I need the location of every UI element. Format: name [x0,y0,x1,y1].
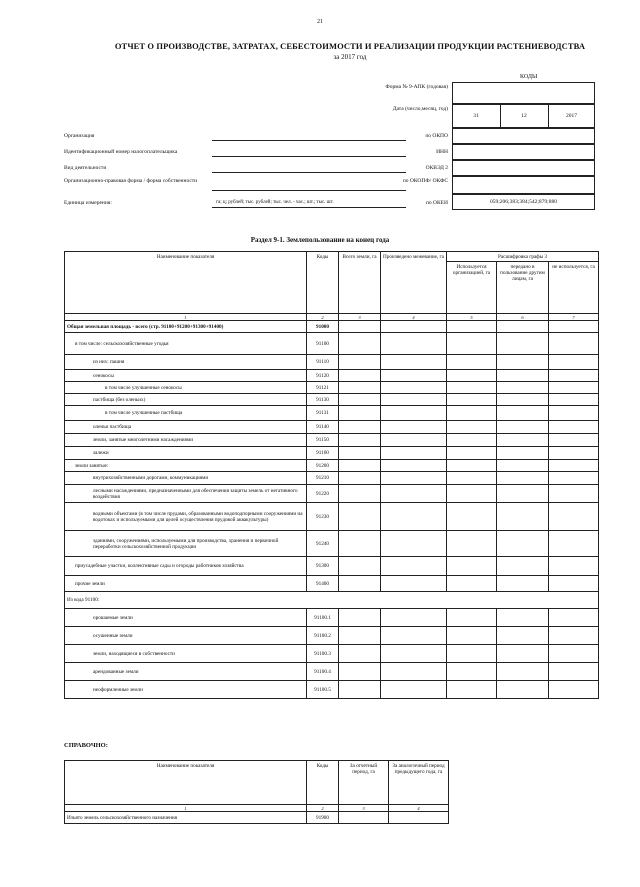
header-used: Используется организацией, га [447,262,497,314]
row-name: земли занятые: [65,460,307,472]
okved-label: ОКВЭД 2 [425,165,448,171]
column-numbers-row [65,314,599,321]
table-row [65,370,599,382]
row-name: лесными насаждениями, предназначенными для обеспечения защиты земель от негативного воздействия [65,485,307,503]
value-cell[interactable] [381,382,447,394]
value-cell[interactable] [497,434,549,447]
table-row [65,812,449,824]
org-label: Организация [64,133,95,139]
value-cell[interactable] [549,370,599,382]
row-code: 91120 [307,370,339,382]
column-number: 2 [307,805,339,812]
value-cell[interactable] [447,321,497,333]
value-cell[interactable] [447,472,497,485]
date-year: 2017 [566,113,577,119]
row-name: зданиями, сооружениями, используемыми для производства, хранения и первичной переработки сельскохозяйственной продукции [65,531,307,557]
value-cell[interactable] [549,406,599,421]
value-cell[interactable] [549,333,599,355]
value-cell[interactable] [381,394,447,406]
value-cell[interactable] [447,382,497,394]
row-code: 91150 [307,434,339,447]
table-row [65,627,599,645]
table-row [65,394,599,406]
value-cell[interactable] [447,503,497,531]
row-code: 91230 [307,503,339,531]
table-row [65,485,599,503]
form-label: Форма № 9-АПК (годовая) [385,84,448,90]
value-cell[interactable] [389,812,449,824]
value-cell[interactable] [447,576,497,592]
row-name: орошаемые земли [65,609,307,627]
value-cell[interactable] [447,434,497,447]
column-number: 3 [339,314,381,321]
date-label: Дата (число,месяц, год) [392,106,448,112]
value-cell[interactable] [339,333,381,355]
value-cell[interactable] [381,421,447,434]
value-cell[interactable] [549,382,599,394]
row-code: 91400 [307,576,339,592]
value-cell[interactable] [447,557,497,576]
value-cell[interactable] [497,394,549,406]
header-name: Наименование показателя [65,252,307,314]
activity-label: Вид деятельности [64,165,107,171]
value-cell[interactable] [339,472,381,485]
units-value: га; ц; рублей; тыс. рублей; тыс. чел. - час.; шт.; тыс. шт. [216,200,334,205]
row-code: 91100.3 [307,645,339,663]
row-name: Общая земельная площадь - всего (стр. 91100+91200+91300+91400) [65,321,307,333]
table-row [65,681,599,699]
table-row [65,421,599,434]
date-day: 31 [473,113,479,119]
header-total: Всего земли, га [339,252,381,314]
value-cell[interactable] [497,370,549,382]
row-code: 91900 [307,812,339,824]
column-number: 6 [497,314,549,321]
value-cell[interactable] [447,663,497,681]
value-cell[interactable] [339,434,381,447]
value-cell[interactable] [447,645,497,663]
row-name: оленьи пастбища [65,421,307,434]
value-cell[interactable] [381,531,447,557]
value-cell[interactable] [549,460,599,472]
row-name: в том числе улучшенные сенокосы [65,382,307,394]
column-number: 4 [389,805,449,812]
value-cell[interactable] [497,447,549,460]
value-cell[interactable] [339,681,381,699]
value-cell[interactable] [381,681,447,699]
header-code: Коды [307,252,339,314]
row-code: 91100.5 [307,681,339,699]
value-cell[interactable] [381,663,447,681]
value-cell[interactable] [549,503,599,531]
value-cell[interactable] [339,321,381,333]
row-name: внутрихозяйственными дорогами, коммуникациями [65,472,307,485]
value-cell[interactable] [497,681,549,699]
ref-header-previous: За аналогичный период предыдущего года, га [389,761,449,805]
row-code: 91131 [307,406,339,421]
column-number: 7 [549,314,599,321]
row-code: 91140 [307,421,339,434]
header-breakdown: Расшифровка графы 3 [447,252,599,262]
table-row [65,382,599,394]
value-cell[interactable] [549,627,599,645]
value-cell[interactable] [381,557,447,576]
value-cell[interactable] [497,460,549,472]
row-code: 91220 [307,485,339,503]
value-cell[interactable] [549,355,599,370]
codes-header: КОДЫ [520,74,538,80]
report-title: ОТЧЕТ О ПРОИЗВОДСТВЕ, ЗАТРАТАХ, СЕБЕСТОИМОСТИ И РЕАЛИЗАЦИИ ПРОДУКЦИИ РАСТЕНИЕВОДСТВА [114,41,586,51]
value-cell[interactable] [339,609,381,627]
column-number: 4 [381,314,447,321]
value-cell[interactable] [339,812,389,824]
value-cell[interactable] [549,645,599,663]
table-row [65,609,599,627]
value-cell[interactable] [549,394,599,406]
table-row [65,460,599,472]
okpo-box [452,128,595,144]
ref-header-name: Наименование показателя [65,761,307,805]
okpo-label: по ОКПО [425,133,448,139]
value-cell[interactable] [447,531,497,557]
reference-table [64,760,449,824]
section-title: Раздел 9-1. Землепользование на конец года [250,236,390,244]
column-number: 1 [65,314,307,321]
value-cell[interactable] [447,609,497,627]
value-cell[interactable] [497,503,549,531]
value-cell[interactable] [497,355,549,370]
value-cell[interactable] [447,681,497,699]
value-cell[interactable] [549,485,599,503]
value-cell[interactable] [497,609,549,627]
value-cell[interactable] [381,627,447,645]
header-unused: не используется, га [549,262,599,314]
row-name: приусадебные участки, коллективные сады и огороды работников хозяйства [65,557,307,576]
value-cell[interactable] [497,382,549,394]
header-transferred: передано в пользование другим лицам, га [497,262,549,314]
column-number: 5 [447,314,497,321]
value-cell[interactable] [549,663,599,681]
value-cell[interactable] [549,447,599,460]
okei-value: 059;206;383;384;542;879;880 [490,199,557,205]
value-cell[interactable] [549,609,599,627]
value-cell[interactable] [339,394,381,406]
legal-form-label: Организационно-правовая форма / форма собственности [64,178,198,184]
okei-label: по ОКЕИ [425,200,448,206]
value-cell[interactable] [447,333,497,355]
row-name: Изъято земель сельскохозяйственного назначения [65,812,307,824]
value-cell[interactable] [339,370,381,382]
value-cell[interactable] [447,627,497,645]
table-row [65,557,599,576]
value-cell[interactable] [339,531,381,557]
row-code: 91200 [307,460,339,472]
okopf-box [452,176,595,194]
reference-table-body [65,812,449,824]
value-cell[interactable] [381,355,447,370]
row-code: 91210 [307,472,339,485]
row-name: осушенные земли [65,627,307,645]
row-code: 91160 [307,447,339,460]
value-cell[interactable] [549,576,599,592]
value-cell[interactable] [447,370,497,382]
row-name: земли, находящиеся в собственности [65,645,307,663]
value-cell[interactable] [339,447,381,460]
row-code: 91100.2 [307,627,339,645]
row-name: сенокосы [65,370,307,382]
table-row [65,531,599,557]
row-code: 91240 [307,531,339,557]
value-cell[interactable] [549,472,599,485]
value-cell[interactable] [549,531,599,557]
land-use-table-body [65,321,599,699]
row-code: 91100.4 [307,663,339,681]
column-number: 1 [65,805,307,812]
value-cell[interactable] [381,609,447,627]
value-cell[interactable] [497,663,549,681]
row-name: залежи [65,447,307,460]
reference-title: СПРАВОЧНО: [64,742,108,749]
table-row [65,576,599,592]
row-name: земли, занятые многолетними насаждениями [65,434,307,447]
column-number: 3 [339,805,389,812]
value-cell[interactable] [549,421,599,434]
row-name: в том числе улучшенные пастбища [65,406,307,421]
value-cell[interactable] [381,472,447,485]
units-label: Единица измерения: [64,200,112,206]
value-cell[interactable] [339,485,381,503]
value-cell[interactable] [497,421,549,434]
value-cell[interactable] [497,531,549,557]
value-cell[interactable] [381,447,447,460]
value-cell[interactable] [339,421,381,434]
land-use-table [64,251,599,699]
value-cell[interactable] [381,406,447,421]
value-cell[interactable] [447,485,497,503]
inn-label: ИНН [436,149,448,155]
value-cell[interactable] [497,557,549,576]
table-row [65,321,599,333]
value-cell[interactable] [339,663,381,681]
value-cell[interactable] [447,355,497,370]
value-cell[interactable] [497,406,549,421]
table-row [65,447,599,460]
value-cell[interactable] [381,460,447,472]
row-code: 91100 [307,333,339,355]
value-cell[interactable] [447,394,497,406]
value-cell[interactable] [339,503,381,531]
value-cell[interactable] [497,321,549,333]
row-code: 91121 [307,382,339,394]
table-row [65,406,599,421]
value-cell[interactable] [549,557,599,576]
row-name: арендованные земли [65,663,307,681]
row-code: 91000 [307,321,339,333]
value-cell[interactable] [339,460,381,472]
table-row [65,663,599,681]
value-cell[interactable] [381,645,447,663]
okved-box [452,160,595,176]
table-row [65,434,599,447]
inn-box [452,144,595,160]
value-cell[interactable] [339,576,381,592]
inn-field-label: Идентификационный номер налогоплательщика [64,149,178,155]
value-cell[interactable] [381,321,447,333]
value-cell[interactable] [381,576,447,592]
value-cell[interactable] [381,503,447,531]
value-cell[interactable] [549,434,599,447]
row-code: 91110 [307,355,339,370]
ref-column-numbers-row [65,805,449,812]
value-cell[interactable] [381,333,447,355]
table-row [65,472,599,485]
value-cell[interactable] [339,355,381,370]
page-number: 21 [317,19,323,25]
table-row [65,355,599,370]
value-cell[interactable] [339,557,381,576]
row-name: пастбища (без оленьих) [65,394,307,406]
value-cell[interactable] [497,333,549,355]
row-name: из них: пашня [65,355,307,370]
value-cell[interactable] [447,406,497,421]
value-cell[interactable] [339,382,381,394]
row-name: неоформленные земли [65,681,307,699]
value-cell[interactable] [447,447,497,460]
row-name: в том числе: сельскохозяйственные угодья [65,333,307,355]
value-cell[interactable] [497,485,549,503]
header-produced: Произведено межевание, га [381,252,447,314]
row-name: водными объектами (в том числе прудами, образованными водоподпорными сооружениями на водотоках и используемыми для целей осуществления прудовой аквакультуры) [65,503,307,531]
codes-box [452,82,595,104]
value-cell[interactable] [381,434,447,447]
value-cell[interactable] [381,370,447,382]
value-cell[interactable] [339,406,381,421]
row-name: прочие земли [65,576,307,592]
value-cell[interactable] [339,645,381,663]
table-row [65,592,599,609]
date-month: 12 [521,113,527,119]
okopf-label: по ОКОПФ/ ОКФС [402,178,448,184]
value-cell[interactable] [497,627,549,645]
value-cell[interactable] [447,460,497,472]
row-code: 91300 [307,557,339,576]
value-cell[interactable] [497,472,549,485]
table-row [65,333,599,355]
column-number: 2 [307,314,339,321]
row-code: 91100.1 [307,609,339,627]
row-name: Из кода 91100: [65,592,599,609]
value-cell[interactable] [549,681,599,699]
value-cell[interactable] [381,485,447,503]
ref-header-code: Коды [307,761,339,805]
value-cell[interactable] [549,321,599,333]
table-row [65,645,599,663]
ref-header-current: За отчетный период, га [339,761,389,805]
report-subtitle: за 2017 год [333,53,367,61]
row-code: 91130 [307,394,339,406]
value-cell[interactable] [497,645,549,663]
value-cell[interactable] [339,627,381,645]
value-cell[interactable] [497,576,549,592]
table-row [65,503,599,531]
value-cell[interactable] [447,421,497,434]
